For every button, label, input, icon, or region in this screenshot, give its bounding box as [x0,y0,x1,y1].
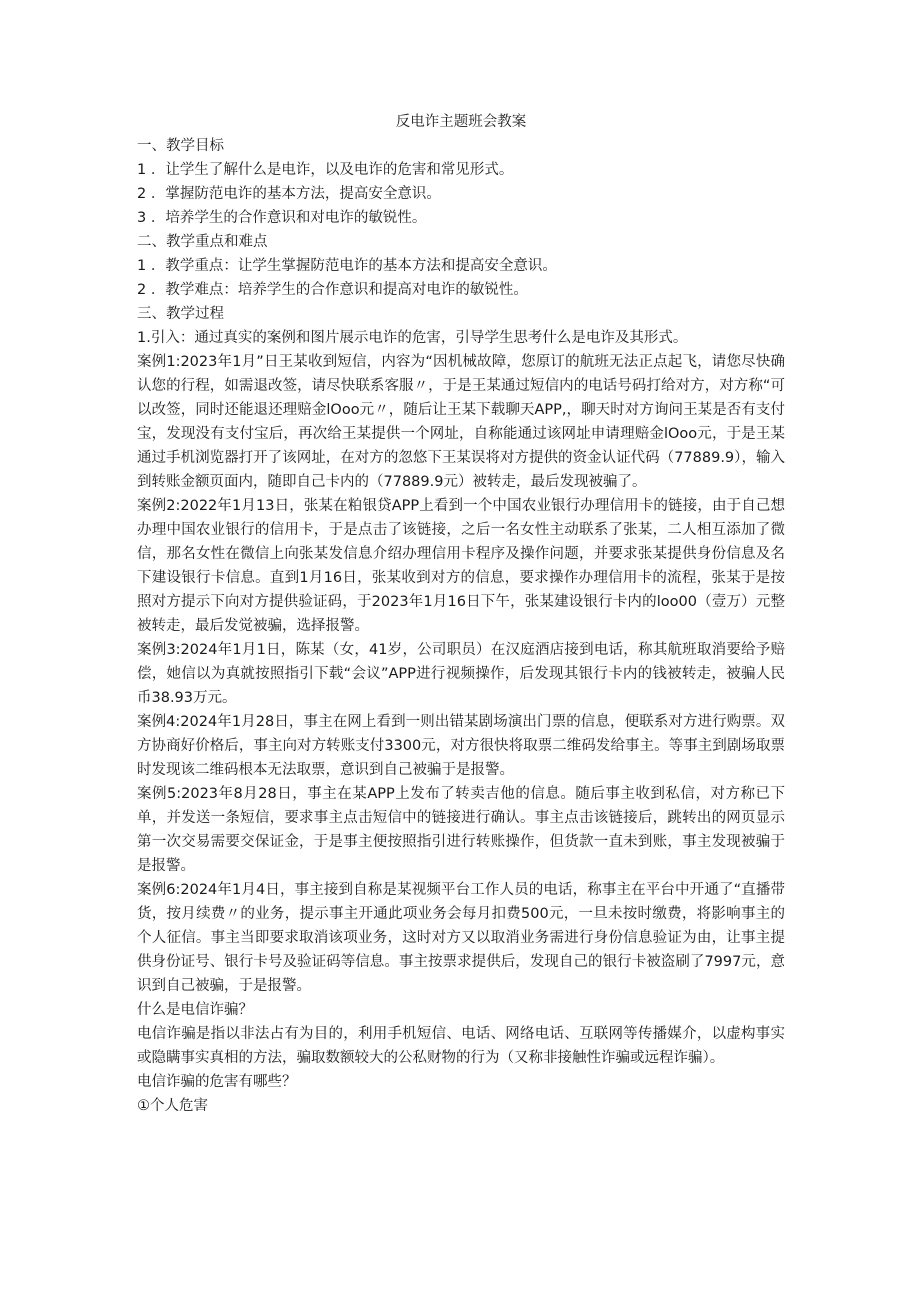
section-heading-process: 三、教学过程 [137,306,224,322]
focus-item: 2 ．教学难点：培养学生的合作意识和提高对电诈的敏锐性。 [137,282,528,298]
case-paragraph: 案例2:2022年1月13日，张某在粕银贷APP上看到一个中国农业银行办理信用卡的链接，由于自己想办理中国农业银行的信用卡，于是点击了该链接，之后一名女性主动联系了张某，二人相互添加了微信，那名女性在微信上向张某发信息介绍办理信用卡程序及操作问题，并要求张某提供身份信息及名下建设银行卡信息。直到1月16日，张某收到对方的信息，要求操作办理信用卡的流程，张某于是按照对方提示下向对方提供验证码，于2023年1月16日下午，张某建设银行卡内的loo00（壹万）元整被转走，最后发觉被骗，选择报警。 [137,498,785,634]
question-heading: 什么是电信诈骗？ [137,1002,253,1018]
case-paragraph: 案例6:2024年1月4日，事主接到自称是某视频平台工作人员的电话，称事主在平台中开通了“直播带货，按月续费〃的业务，提示事主开通此项业务会每月扣费500元，一旦未按时缴费，将影响事主的个人征信。事主当即要求取消该项业务，这时对方又以取消业务需进行身份信息验证为由，让事主提供身份证号、银行卡号及验证码等信息。事主按票求提供后，发现自己的银行卡被盗刷了7997元，意识到自己被骗，于是报警。 [137,882,785,994]
section-heading-goals: 一、教学目标 [137,138,224,154]
subheading-personal-harm: ①个人危害 [137,1098,208,1114]
goal-item: 3 ．培养学生的合作意识和对电诈的敏锐性。 [137,210,427,226]
goal-item: 2 ．掌握防范电诈的基本方法，提高安全意识。 [137,186,441,202]
document-body [137,110,785,1118]
case-paragraph: 案例4:2024年1月28日，事主在网上看到一则出错某剧场演出门票的信息，便联系对方进行购票。双方协商好价格后，事主向对方转账支付3300元，对方很快将取票二维码发给事主。等事主到剧场取票时发现该二维码根本无法取票，意识到自己被骗于是报警。 [137,714,785,778]
section-heading-focus: 二、教学重点和难点 [137,234,268,250]
goal-item: 1 ．让学生了解什么是电诈，以及电诈的危害和常见形式。 [137,162,514,178]
case-paragraph: 案例3:2024年1月1日，陈某（女，41岁，公司职员）在汉庭酒店接到电话，称其航班取消要给予赔偿，她信以为真就按照指引下载“会议”APP进行视频操作，后发现其银行卡内的钱被转走，被骗人民币38.93万元。 [137,642,785,706]
process-intro: 1.引入：通过真实的案例和图片展示电诈的危害，引导学生思考什么是电诈及其形式。 [137,330,688,346]
question-heading: 电信诈骗的危害有哪些？ [137,1074,297,1090]
case-paragraph: 案例1:2023年1月”日王某收到短信，内容为“因机械故障，您原订的航班无法正点起飞，请您尽快确认您的行程，如需退改签，请尽快联系客服〃，于是王某通过短信内的电话号码打给对方，对方称“可以改签，同时还能退还理赔金lOoo元〃，随后让王某下载聊天APP,，聊天时对方询问王某是否有支付宝，发现没有支付宝后，再次给王某提供一个网址，自称能通过该网址申请理赔金lOoo元，于是王某通过手机浏览器打开了该网址，在对方的忽悠下王某误将对方提供的资金认证代码（77889.9），输入到转账金额页面内，随即自己卡内的（77889.9元）被转走，最后发现被骗了。 [137,354,785,490]
focus-item: 1 ．教学重点：让学生掌握防范电诈的基本方法和提高安全意识。 [137,258,557,274]
definition-paragraph: 电信诈骗是指以非法占有为目的，利用手机短信、电话、网络电话、互联网等传播媒介，以虚构事实或隐瞒事实真相的方法，骗取数额较大的公私财物的行为（又称非接触性诈骗或远程诈骗）。 [137,1026,785,1066]
case-paragraph: 案例5:2023年8月28日，事主在某APP上发布了转卖吉他的信息。随后事主收到私信，对方称已下单，并发送一条短信，要求事主点击短信中的链接进行确认。事主点击该链接后，跳转出的网页显示第一次交易需要交保证金，于是事主便按照指引进行转账操作，但货款一直未到账，事主发现被骗于是报警。 [137,786,785,874]
page-title: 反电诈主题班会教案 [395,114,527,130]
